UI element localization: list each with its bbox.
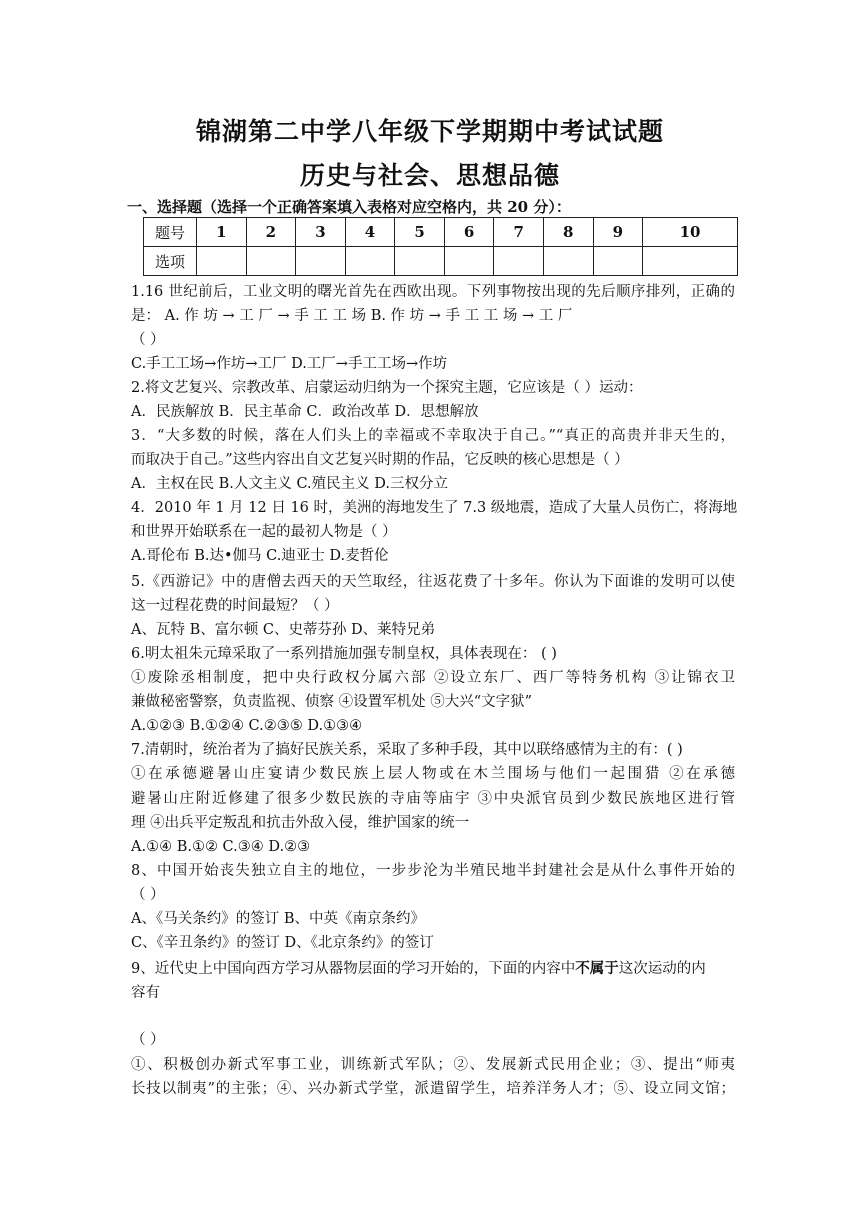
q9-items-2: 长技以制夷”的主张；④、兴办新式学堂，派遣留学生，培养洋务人才；⑤、设立同文馆； <box>131 1081 735 1097</box>
q8-paren: （ ） <box>131 887 165 903</box>
answer-cell[interactable] <box>296 247 346 276</box>
q2-options: A．民族解放 B．民主革命 C．政治改革 D．思想解放 <box>131 404 479 420</box>
q1-options-cd: C.手工工场→作坊→工厂 D.工厂→手工工场→作坊 <box>131 356 448 372</box>
q7-options: A.①④ B.①② C.③④ D.②③ <box>131 839 311 855</box>
q9-text-start: 9、近代史上中国向西方学习从器物层面的学习开始的，下面的内容中 <box>131 961 576 977</box>
q5-options: A、瓦特 B、富尔顿 C、史蒂芬孙 D、莱特兄弟 <box>131 622 436 638</box>
answer-cell[interactable] <box>197 247 247 276</box>
answer-cell[interactable] <box>246 247 296 276</box>
q1-paren: （ ） <box>131 332 165 348</box>
answer-cell[interactable] <box>643 247 738 276</box>
question-number-cell: 1 <box>197 218 247 247</box>
q6-items-1: ①废除丞相制度，把中央行政权分属六部 ②设立东厂、西厂等特务机构 ③让锦衣卫 <box>131 670 735 686</box>
section-heading: 一、选择题（选择一个正确答案填入表格对应空格内，共 20 分）： <box>127 198 571 216</box>
q4-text-2: 和世界开始联系在一起的最初人物是（ ） <box>131 524 397 540</box>
q3-text-1: 3．“大多数的时候，落在人们头上的幸福或不幸取决于自己。”“真正的高贵并非天生的， <box>131 428 735 444</box>
exam-title: 锦湖第二中学八年级下学期期中考试试题 <box>195 117 664 146</box>
q3-options: A．主权在民 B.人文主义 C.殖民主义 D.三权分立 <box>131 476 448 492</box>
q8-options-cd: C、《辛丑条约》的签订 D、《北京条约》的签订 <box>131 935 434 951</box>
answer-cell[interactable] <box>593 247 643 276</box>
q9-text-1 <box>131 959 735 979</box>
q9-paren: （ ） <box>131 1032 165 1048</box>
q9-text-2: 容有 <box>131 985 160 1001</box>
answer-table <box>143 217 738 276</box>
exam-subtitle: 历史与社会、思想品德 <box>299 161 560 190</box>
answer-table-answer-row <box>144 247 738 276</box>
question-number-cell: 7 <box>494 218 544 247</box>
q6-options: A.①②③ B.①②④ C.②③⑤ D.①③④ <box>131 718 363 734</box>
q2-text: 2.将文艺复兴、宗教改革、启蒙运动归纳为一个探究主题，它应该是（ ）运动： <box>131 380 643 396</box>
q1-options-ab: 是： A. 作 坊 → 工 厂 → 手 工 工 场 B. 作 坊 → 手 工 工 场 → 工 厂 <box>131 308 573 324</box>
row-label-answer: 选项 <box>144 247 197 276</box>
row-label-number: 题号 <box>144 218 197 247</box>
q9-text-end: 这次运动的内 <box>618 961 706 977</box>
q4-text-1: 4．2010 年 1 月 12 日 16 时，美洲的海地发生了 7.3 级地震，造成了大量人员伤亡，将海地 <box>131 500 738 516</box>
q3-text-2: 而取决于自己。”这些内容出自文艺复兴时期的作品，它反映的核心思想是（ ） <box>131 452 629 468</box>
question-number-cell: 5 <box>395 218 445 247</box>
q7-text: 7.清朝时，统治者为了搞好民族关系，采取了多种手段，其中以联络感情为主的有：( ) <box>131 742 683 758</box>
q7-items-1: ①在承德避暑山庄宴请少数民族上层人物或在木兰围场与他们一起围猎 ②在承德 <box>131 766 735 782</box>
answer-cell[interactable] <box>494 247 544 276</box>
question-number-cell: 6 <box>444 218 494 247</box>
q1-text: 1.16 世纪前后，工业文明的曙光首先在西欧出现。下列事物按出现的先后顺序排列，正确的 <box>131 284 735 300</box>
q5-text-2: 这一过程花费的时间最短？（ ） <box>131 598 339 614</box>
q4-options: A.哥伦布 B.达•伽马 C.迪亚士 D.麦哲伦 <box>131 548 389 564</box>
q8-options-ab: A、《马关条约》的签订 B、中英《南京条约》 <box>131 911 425 927</box>
question-number-cell: 3 <box>296 218 346 247</box>
question-number-cell: 4 <box>345 218 395 247</box>
answer-table-number-row <box>144 218 738 247</box>
q7-items-2: 避暑山庄附近修建了很多少数民族的寺庙等庙宇 ③中央派官员到少数民族地区进行管 <box>131 791 735 807</box>
question-number-cell: 9 <box>593 218 643 247</box>
answer-cell[interactable] <box>444 247 494 276</box>
answer-cell[interactable] <box>345 247 395 276</box>
q6-items-2: 兼做秘密警察，负责监视、侦察 ④设置军机处 ⑤大兴“文字狱” <box>131 694 533 710</box>
question-number-cell: 8 <box>543 218 593 247</box>
q8-text: 8、中国开始丧失独立自主的地位，一步步沦为半殖民地半封建社会是从什么事件开始的 <box>131 863 735 879</box>
answer-cell[interactable] <box>543 247 593 276</box>
q5-text-1: 5.《西游记》中的唐僧去西天的天竺取经，往返花费了十多年。你认为下面谁的发明可以使 <box>131 574 735 590</box>
q9-items-1: ①、积极创办新式军事工业，训练新式军队；②、发展新式民用企业；③、提出“师夷 <box>131 1057 735 1073</box>
q7-items-3: 理 ④出兵平定叛乱和抗击外敌入侵，维护国家的统一 <box>131 815 470 831</box>
q6-text: 6.明太祖朱元璋采取了一系列措施加强专制皇权，具体表现在： ( ) <box>131 646 557 662</box>
answer-cell[interactable] <box>395 247 445 276</box>
q9-emphasis: 不属于 <box>575 960 619 977</box>
question-number-cell: 2 <box>246 218 296 247</box>
question-number-cell: 10 <box>643 218 738 247</box>
